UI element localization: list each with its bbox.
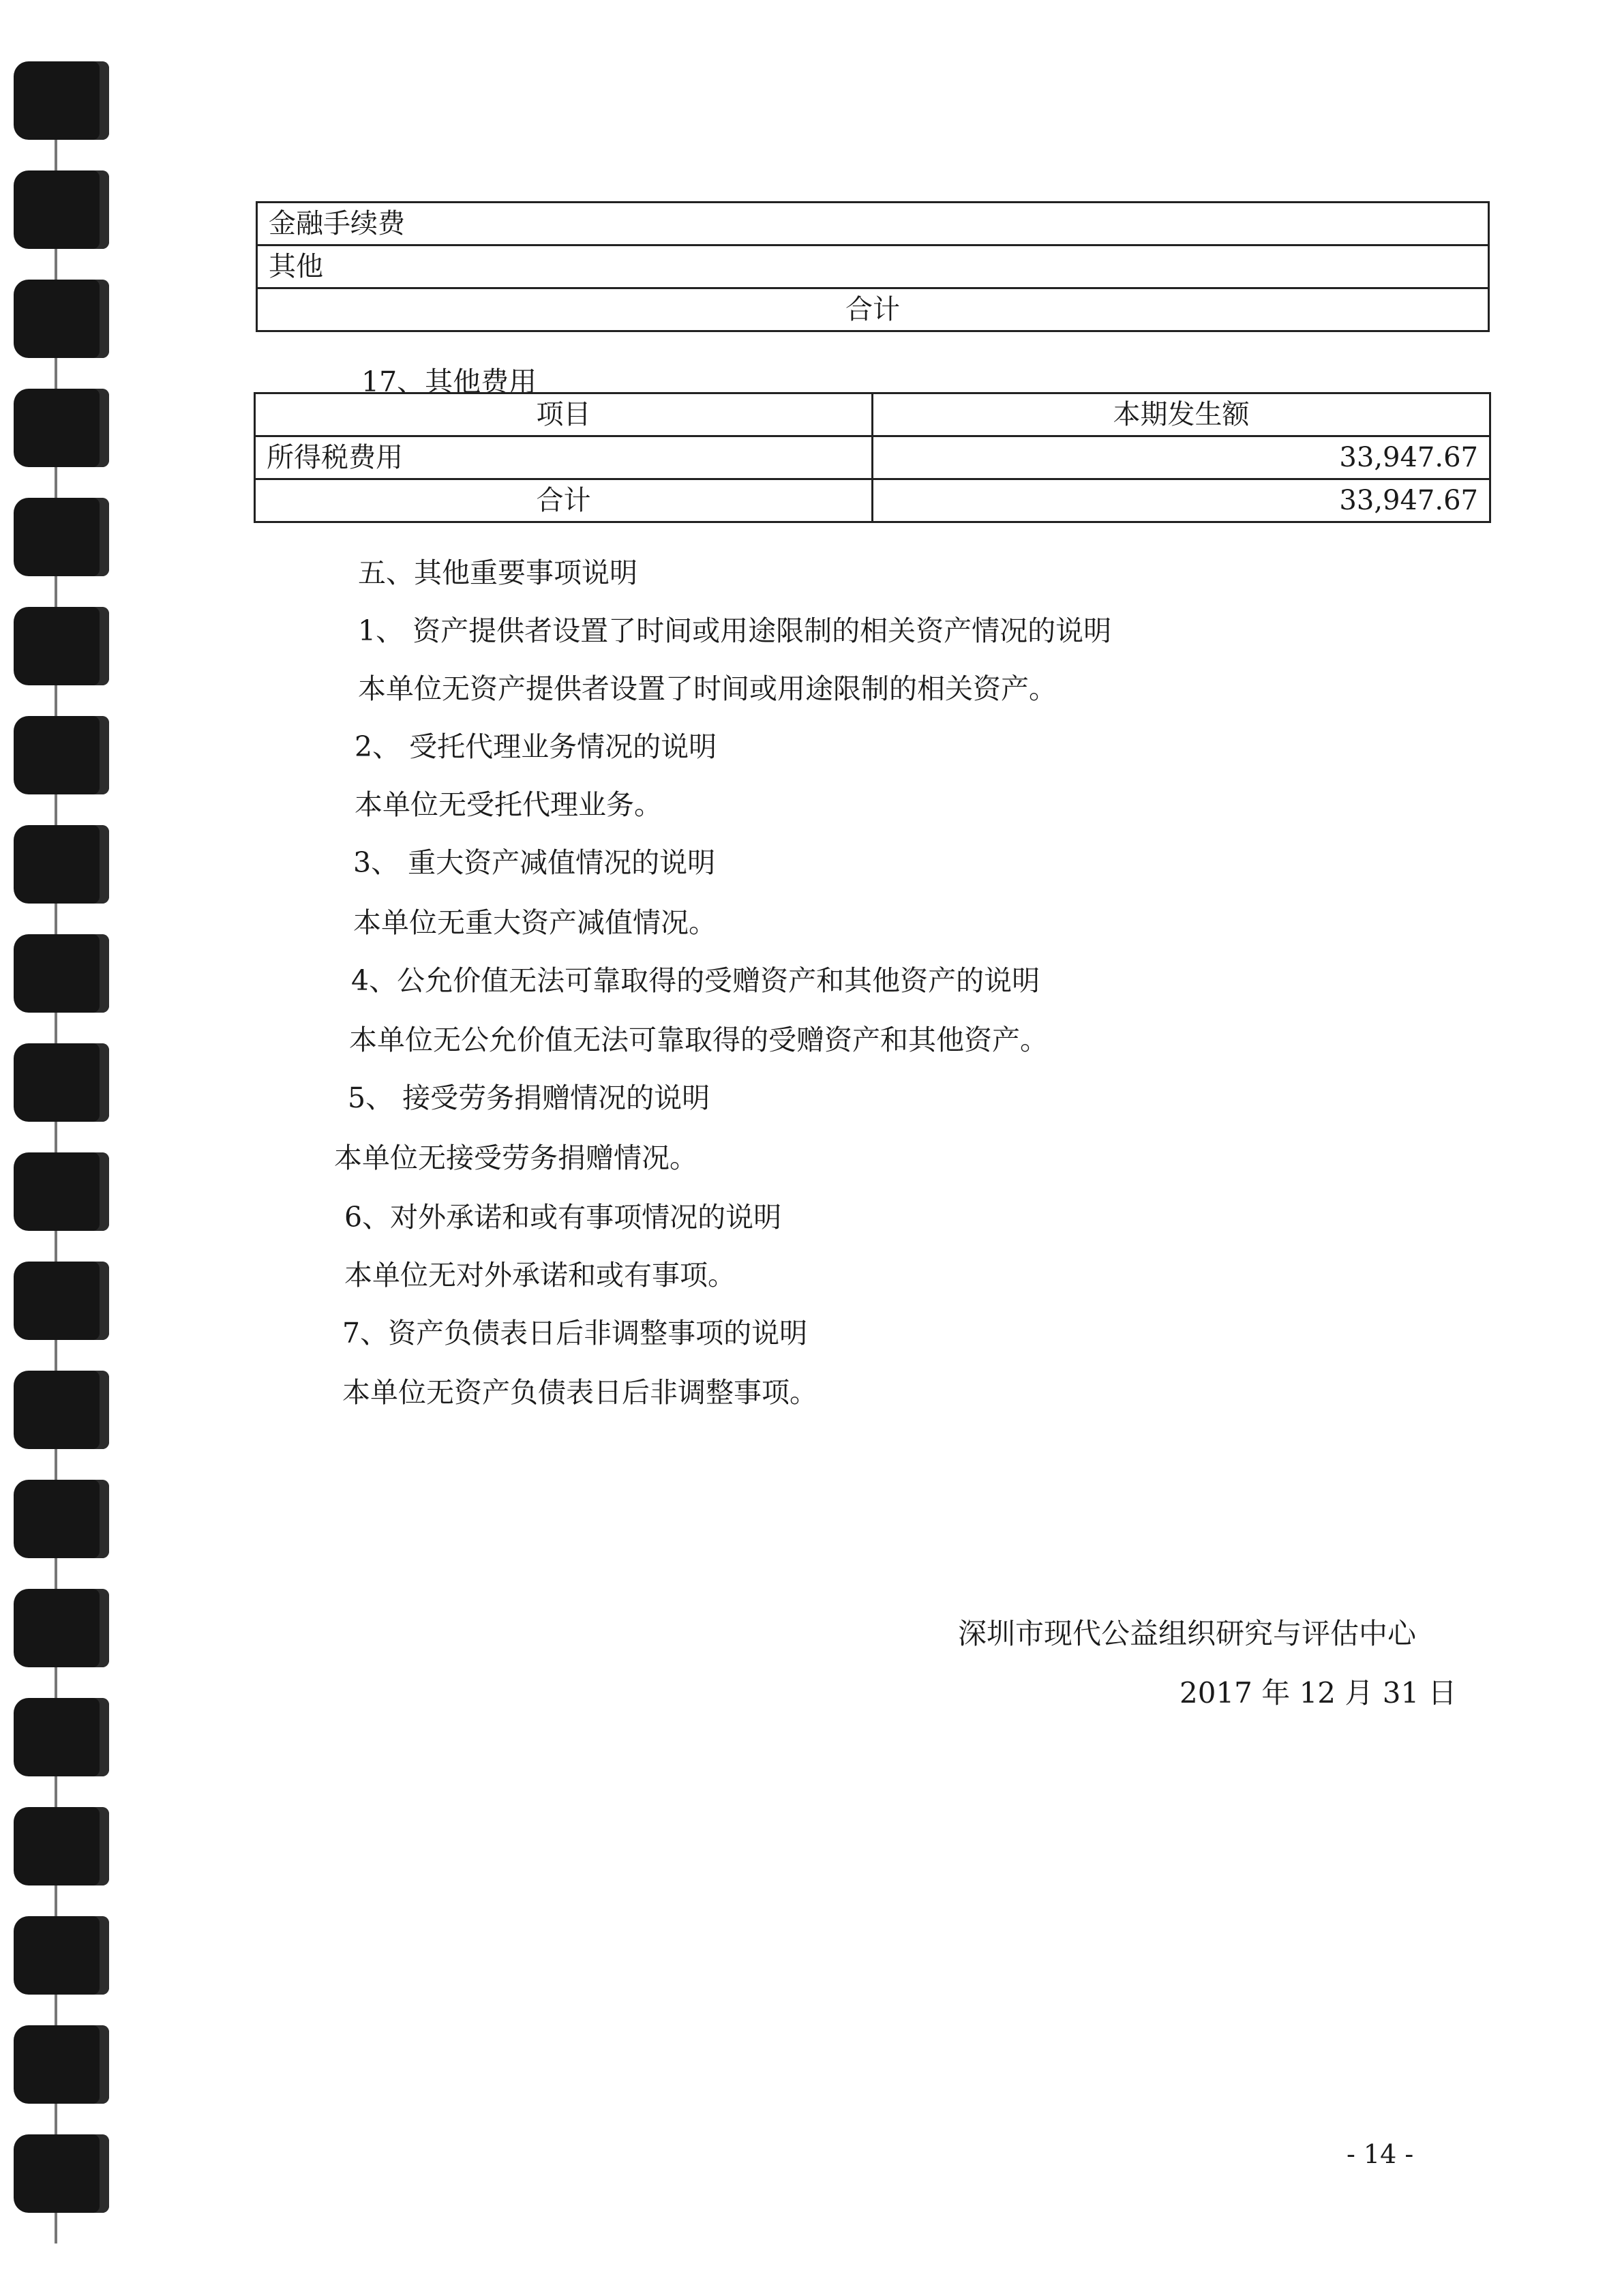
- col-header-item: 项目: [255, 393, 873, 436]
- item-title: 6、对外承诺和或有事项情况的说明: [344, 1201, 782, 1234]
- table-row-total: [255, 479, 1490, 522]
- table-row: [257, 203, 1489, 245]
- row-label: 所得税费用: [255, 436, 873, 479]
- total-amount: 33,947.67: [873, 479, 1490, 522]
- section17-heading: 17、其他费用: [361, 366, 537, 398]
- item-body: 本单位无对外承诺和或有事项。: [344, 1259, 736, 1292]
- total-label: 合计: [257, 288, 1489, 331]
- page-number: - 14 -: [1347, 2139, 1414, 2169]
- other-expense-table: [254, 392, 1491, 523]
- item-body: 本单位无接受劳务捐赠情况。: [334, 1142, 697, 1174]
- col-header-amount: 本期发生额: [873, 393, 1490, 436]
- item-body: 本单位无受托代理业务。: [355, 788, 662, 821]
- item-title: 7、资产负债表日后非调整事项的说明: [342, 1317, 808, 1350]
- table-row-total: [257, 288, 1489, 331]
- expense-table-top: [256, 201, 1490, 332]
- item-body: 本单位无资产提供者设置了时间或用途限制的相关资产。: [358, 672, 1057, 705]
- item-title: 4、公允价值无法可靠取得的受赠资产和其他资产的说明: [351, 964, 1040, 997]
- item-body: 本单位无公允价值无法可靠取得的受赠资产和其他资产。: [349, 1024, 1048, 1056]
- signature-date: 2017 年 12 月 31 日: [1180, 1676, 1457, 1710]
- section5-heading: 五、其他重要事项说明: [358, 556, 637, 589]
- table-row: [255, 436, 1490, 479]
- table-row: [257, 245, 1489, 288]
- item-body: 本单位无重大资产减值情况。: [353, 906, 717, 939]
- organization-name: 深圳市现代公益组织研究与评估中心: [958, 1617, 1417, 1650]
- item-body: 本单位无资产负债表日后非调整事项。: [342, 1376, 817, 1409]
- item-title: 5、 接受劳务捐赠情况的说明: [348, 1082, 710, 1114]
- table-header-row: [255, 393, 1490, 436]
- item-title: 2、 受托代理业务情况的说明: [355, 730, 717, 763]
- total-label: 合计: [255, 479, 873, 522]
- row-label: 金融手续费: [257, 203, 1489, 245]
- row-amount: 33,947.67: [873, 436, 1490, 479]
- item-title: 3、 重大资产减值情况的说明: [353, 846, 716, 879]
- row-label: 其他: [257, 245, 1489, 288]
- item-title: 1、 资产提供者设置了时间或用途限制的相关资产情况的说明: [358, 614, 1112, 647]
